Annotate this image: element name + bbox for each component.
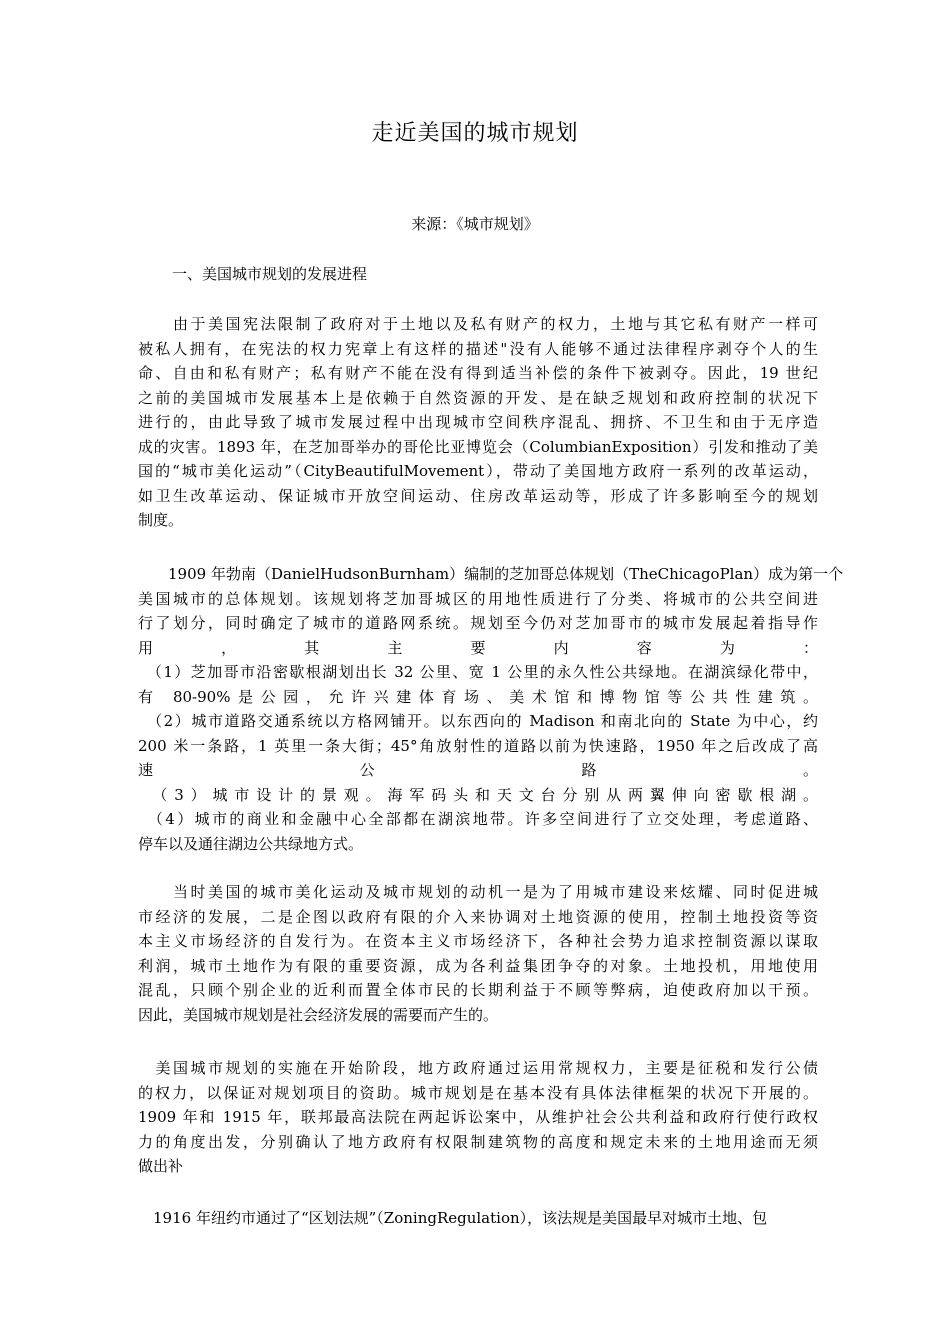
paragraph-line: 命、自由和私有财产；私有财产不能在没有得到适当补偿的条件下被剥夺。因此，19 世纪 <box>138 364 818 382</box>
paragraph-line: 利润，城市土地作为有限的重要资源，成为各利益集团争夺的对象。土地投机，用地使用 <box>138 956 818 975</box>
section-heading: 一、美国城市规划的发展进程 <box>172 265 368 283</box>
paragraph-line: 1909 年勃南（DanielHudsonBurnham）编制的芝加哥总体规划（TheChicagoPlan）成为第一个 <box>138 565 844 583</box>
paragraph-line: 做出补 <box>138 1157 184 1175</box>
document-title: 走近美国的城市规划 <box>371 121 579 146</box>
paragraph-line: 1916 年纽约市通过了“区划法规”（ZoningRegulation），该法规是美国最早对城市土地、包 <box>138 1209 768 1227</box>
paragraph-line: 200 米一条路，1 英里一条大街；45°角放射性的道路以前为快速路，1950 年之后改成了高 <box>138 736 818 755</box>
paragraph-line: 当时美国的城市美化运动及城市规划的动机一是为了用城市建设来炫耀、同时促进城 <box>138 883 818 901</box>
paragraph-line: 用，其主要内容为： <box>138 638 818 657</box>
paragraph-line: （4）城市的商业和金融中心全部都在湖滨地带。许多空间进行了立交处理，考虑道路、 <box>138 810 818 828</box>
paragraph-line: 之前的美国城市发展基本上是依赖于自然资源的开发、是在缺乏规划和政府控制的状况下 <box>138 388 818 407</box>
paragraph-line: 的权力，以保证对规划项目的资助。城市规划是在基本没有具体法律框架的状况下开展的。 <box>138 1083 818 1102</box>
paragraph-line: 成的灾害。1893 年，在芝加哥举办的哥伦比亚博览会（ColumbianExposition）引发和推动了美 <box>138 437 818 456</box>
paragraph-line: 进行的，由此导致了城市发展过程中出现城市空间秩序混乱、拥挤、不卫生和由于无序造 <box>138 413 818 431</box>
paragraph <box>138 1056 818 1179</box>
paragraph-line: 行了划分，同时确定了城市的道路网系统。规划至今仍对芝加哥市的城市发展起着指导作 <box>138 614 818 632</box>
paragraph-line: 停车以及通往湖边公共绿地方式。 <box>138 834 364 853</box>
paragraph-line: 美国城市规划的实施在开始阶段，地方政府通过运用常规权力，主要是征税和发行公债 <box>138 1059 818 1077</box>
paragraph-line: （2）城市道路交通系统以方格网铺开。以东西向的 Madison 和南北向的 State 为中心，约 <box>138 712 818 730</box>
paragraph-line: 被私人拥有，在宪法的权力宪章上有这样的描述"没有人能够不通过法律程序剥夺个人的生 <box>138 339 818 358</box>
paragraph <box>138 562 844 856</box>
paragraph-line: 市经济的发展，二是企图以政府有限的介入来协调对土地资源的使用，控制土地投资等资 <box>138 907 818 926</box>
paragraph-line: 混乱，只顾个别企业的近利而置全体市民的长期利益于不顾等弊病，迫使政府加以干预。 <box>138 981 818 999</box>
paragraph-line: 有 80-90%是公园，允许兴建体育场、美术馆和博物馆等公共性建筑。 <box>138 687 818 706</box>
paragraph-line: 美国城市的总体规划。该规划将芝加哥城区的用地性质进行了分类、将城市的公共空间进 <box>138 589 818 608</box>
paragraph-line: （1）芝加哥市沿密歇根湖划出长 32 公里、宽 1 公里的永久性公共绿地。在湖滨绿化带中， <box>138 663 818 681</box>
paragraph-line: 力的角度出发，分别确认了地方政府有权限制建筑物的高度和规定未来的土地用途而无须 <box>138 1132 818 1151</box>
paragraph-line: 由于美国宪法限制了政府对于土地以及私有财产的权力，土地与其它私有财产一样可 <box>138 315 818 333</box>
paragraph-line: 制度。 <box>138 511 184 529</box>
paragraph-line: 速公路。 <box>138 761 818 779</box>
paragraph <box>138 312 818 533</box>
paragraph-line: 如卫生改革运动、保证城市开放空间运动、住房改革运动等，形成了许多影响至今的规划 <box>138 486 818 505</box>
paragraph <box>138 880 818 1027</box>
paragraph-line: 1909 年和 1915 年，联邦最高法院在两起诉讼案中，从维护社会公共利益和政府行使行政权 <box>138 1108 818 1126</box>
paragraph-line: 国的“城市美化运动”（CityBeautifulMovement），带动了美国地方政府一系列的改革运动， <box>138 462 818 480</box>
paragraph <box>138 1206 818 1231</box>
paragraph-line: 因此，美国城市规划是社会经济发展的需要而产生的。 <box>138 1005 499 1024</box>
document-source: 来源：《城市规划》 <box>411 215 539 233</box>
paragraph-line: （3）城市设计的景观。海军码头和天文台分别从两翼伸向密歇根湖。 <box>138 785 818 804</box>
paragraph-line: 本主义市场经济的自发行为。在资本主义市场经济下，各种社会势力追求控制资源以谋取 <box>138 932 818 950</box>
